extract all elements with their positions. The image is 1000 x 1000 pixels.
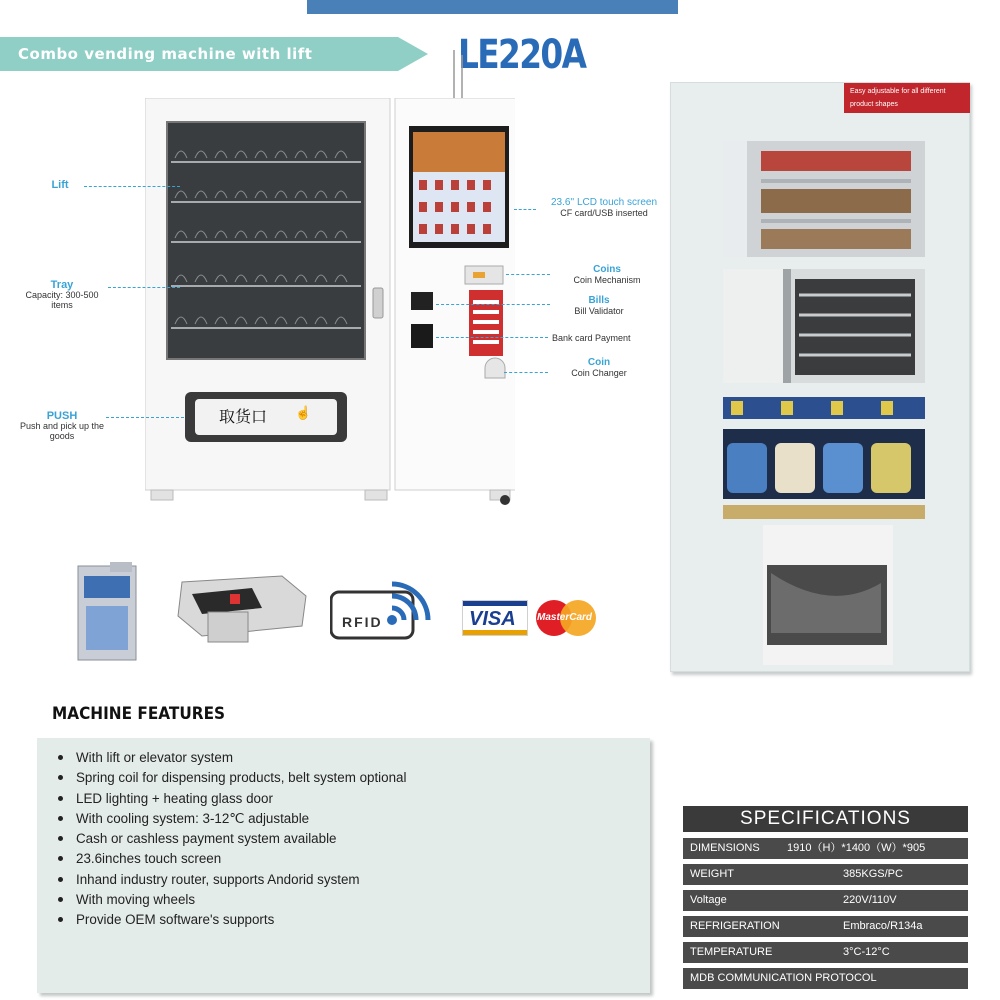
callout-coin-title: Coin (587, 357, 611, 368)
visa-logo (462, 600, 528, 636)
callout-tray-line (108, 287, 180, 288)
spec-row-temperature (683, 942, 968, 963)
spec-value: 1910（H）*1400（W）*905 (787, 842, 926, 854)
product-photo-panel (670, 82, 970, 672)
vending-machine-body (145, 98, 515, 508)
spec-key: WEIGHT (690, 868, 734, 880)
feature-item: Provide OEM software's supports (56, 911, 406, 931)
model-name: LE220A (458, 32, 586, 78)
callout-lift (40, 180, 80, 190)
callout-push-line (106, 417, 184, 418)
callout-coins-title: Coins (593, 264, 621, 275)
spec-row-dimensions (683, 838, 968, 859)
callout-coins-line (506, 274, 550, 275)
bill-validator-device-image (172, 572, 310, 652)
pickup-slot-label: 取货口 (219, 407, 268, 426)
visa-top-stripe (463, 601, 527, 606)
photo-open-cabinet (723, 269, 925, 383)
specifications-title: SPECIFICATIONS (683, 806, 968, 832)
callout-push (14, 411, 110, 441)
feature-item: 23.6inches touch screen (56, 850, 406, 870)
feature-item: LED lighting + heating glass door (56, 790, 406, 810)
callout-coins-desc: Coin Mechanism (573, 275, 641, 285)
rfid-logo (330, 578, 432, 640)
callout-tray (14, 280, 110, 310)
callout-bills-title: Bills (588, 295, 610, 306)
feature-item: Cash or cashless payment system available (56, 830, 406, 850)
callout-lcd (540, 198, 668, 218)
adjustable-shelf-tag: Easy adjustable for all different product shapes (844, 83, 970, 113)
top-accent-bar (307, 0, 678, 14)
callout-lcd-line (514, 209, 536, 210)
callout-bank-desc: Bank card Payment (552, 333, 631, 343)
callout-coins (562, 265, 652, 285)
callout-push-desc: Push and pick up the goods (19, 421, 105, 441)
callout-lcd-desc: CF card/USB inserted (560, 208, 648, 218)
spec-value: 3°C-12°C (843, 946, 890, 958)
callout-tray-title: Tray (50, 279, 74, 291)
spec-key: MDB COMMUNICATION PROTOCOL (690, 972, 877, 984)
spec-value: 220V/110V (843, 894, 897, 906)
spec-key: TEMPERATURE (690, 946, 773, 958)
spec-key: DIMENSIONS (690, 842, 760, 854)
feature-item: With moving wheels (56, 891, 406, 911)
callout-push-title: PUSH (46, 410, 78, 422)
callout-tray-desc: Capacity: 300-500 items (25, 290, 99, 310)
rfid-text: RFID (342, 614, 383, 630)
banner-title: Combo vending machine with lift (18, 45, 313, 63)
spec-value: 385KGS/PC (843, 868, 903, 880)
visa-text: VISA (469, 608, 516, 630)
title-banner (0, 37, 430, 71)
rfid-waves-icon (330, 578, 432, 640)
callout-bank (552, 333, 652, 343)
callout-bills (562, 296, 636, 316)
features-title: MACHINE FEATURES (52, 704, 226, 724)
spec-value: Embraco/R134a (843, 920, 923, 932)
photo-snack-shelves (723, 141, 925, 257)
mastercard-text: MasterCard (537, 612, 593, 623)
callout-bank-line (436, 337, 548, 338)
callout-bills-line (436, 304, 550, 305)
product-photos (671, 83, 971, 673)
hand-icon: ☝ (295, 405, 312, 420)
callout-lift-line (84, 186, 180, 187)
feature-item: Spring coil for dispensing products, belt system optional (56, 769, 406, 789)
photo-cans-strip (723, 397, 925, 419)
feature-item: With lift or elevator system (56, 749, 406, 769)
callout-lcd-title: 23.6'' LCD touch screen (550, 197, 658, 208)
spec-row-mdb (683, 968, 968, 989)
spec-key: Voltage (690, 894, 727, 906)
spec-row-weight (683, 864, 968, 885)
photo-milk-tins (723, 429, 925, 519)
callout-coin-desc: Coin Changer (571, 368, 627, 378)
photo-pickup-door (763, 525, 893, 665)
antenna-icon (448, 50, 468, 100)
spec-row-refrigeration (683, 916, 968, 937)
spec-row-voltage (683, 890, 968, 911)
callout-lift-title: Lift (51, 179, 69, 191)
features-list (56, 749, 406, 932)
callout-bills-desc: Bill Validator (574, 306, 624, 316)
feature-item: With cooling system: 3-12℃ adjustable (56, 810, 406, 830)
feature-item: Inhand industry router, supports Andorid system (56, 871, 406, 891)
callout-coin (562, 358, 636, 378)
vending-machine-illustration (145, 98, 515, 498)
spec-key: REFRIGERATION (690, 920, 780, 932)
coin-mechanism-device-image (76, 562, 138, 662)
mastercard-logo (536, 600, 598, 636)
callout-coin-line (504, 372, 548, 373)
